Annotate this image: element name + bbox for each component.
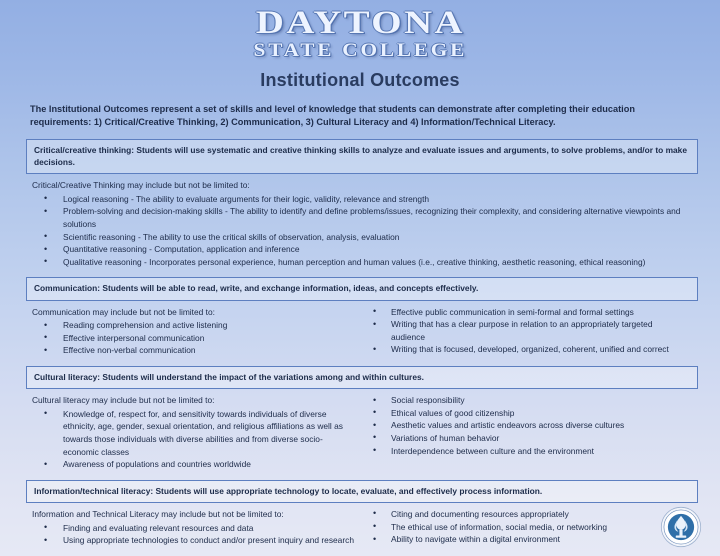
bullet-item: • Effective public communication in semi-formal and formal settings: [365, 306, 688, 319]
bullet-item: • Reading comprehension and active listening: [32, 319, 355, 332]
bullet-item: • Knowledge of, respect for, and sensitivity towards individuals of diverse ethnicity, age, gender, sexual orientation, and religious affiliations as well as towards those individuals with diverse abilities and from diverse socio-economic classes: [32, 408, 355, 458]
bullet-item: • Ethical values of good citizenship: [365, 407, 688, 420]
section-column-right-communication: [365, 306, 698, 357]
section-header-information-technical-literacy: Information/technical literacy: Students will use appropriate technology to locate, evaluate, and effectively process information.: [26, 480, 698, 503]
section-column-right-information-technical-literacy: [365, 508, 698, 547]
section-lead-cultural-literacy: Cultural literacy may include but not be limited to:: [32, 395, 215, 406]
bullet-item: • Scientific reasoning - The ability to use the critical skills of observation, analysis, evaluation: [32, 231, 684, 244]
section-body-communication: [26, 306, 698, 357]
section-header-cultural-literacy: Cultural literacy: Students will understand the impact of the variations among and within cultures.: [26, 366, 698, 389]
bullet-item: • Using appropriate technologies to conduct and/or present inquiry and research: [32, 534, 355, 547]
section-column-left-critical-creative-thinking: [32, 179, 698, 268]
masthead: [0, 0, 720, 91]
bullet-item: • Aesthetic values and artistic endeavors across diverse cultures: [365, 419, 688, 432]
section-body-cultural-literacy: [26, 394, 698, 471]
torch-seal-icon: [660, 506, 702, 548]
bullet-item: • Effective non-verbal communication: [32, 344, 355, 357]
section-body-information-technical-literacy: [26, 508, 698, 547]
section-column-left-information-technical-literacy: [32, 508, 365, 547]
bullet-list-left-cultural-literacy: [32, 408, 355, 471]
section-body-critical-creative-thinking: [26, 179, 698, 268]
bullet-item: • Logical reasoning - The ability to evaluate arguments for their logic, validity, relevance and strength: [32, 193, 684, 206]
logo-line-daytona: DAYTONA: [255, 5, 465, 41]
bullet-list-left-communication: [32, 319, 355, 357]
outcome-sections: [0, 139, 720, 547]
bullet-item: • Effective interpersonal communication: [32, 332, 355, 345]
bullet-item: • Citing and documenting resources appropriately: [365, 508, 688, 521]
section-column-left-communication: [32, 306, 365, 357]
bullet-list-right-communication: [365, 306, 688, 356]
logo-line-state-college: STATE COLLEGE: [253, 40, 467, 61]
intro-paragraph: The Institutional Outcomes represent a set of skills and level of knowledge that students can demonstrate after completing their education requirements: 1) Critical/Creative Thinking, 2) Communication, 3) Cultural Literacy and 4) Information/Technical Literacy.: [30, 104, 635, 128]
bullet-item: • Ability to navigate within a digital environment: [365, 533, 688, 546]
section-lead-communication: Communication may include but not be limited to:: [32, 306, 215, 317]
bullet-item: • Problem-solving and decision-making skills - The ability to identify and define problems/issues, recognizing their complexity, and considering alternative viewpoints and solutions: [32, 205, 684, 230]
section-column-left-cultural-literacy: [32, 394, 365, 471]
bullet-item: • Writing that is focused, developed, organized, coherent, unified and correct: [365, 343, 688, 356]
bullet-list-right-cultural-literacy: [365, 394, 688, 457]
bullet-item: • Awareness of populations and countries worldwide: [32, 458, 355, 471]
bullet-item: • Variations of human behavior: [365, 432, 688, 445]
bullet-list-right-information-technical-literacy: [365, 508, 688, 546]
section-header-critical-creative-thinking: Critical/creative thinking: Students will use systematic and creative thinking skills to analyze and evaluate issues and arguments, to solve problems, and/or to make decisions.: [26, 139, 698, 174]
bullet-item: • Social responsibility: [365, 394, 688, 407]
bullet-item: • Writing that has a clear purpose in relation to an appropriately targeted audience: [365, 318, 688, 343]
bullet-item: • Qualitative reasoning - Incorporates personal experience, human perception and human values (i.e., creative thinking, aesthetic reasoning, ethical reasoning): [32, 256, 684, 269]
daytona-state-college-logo: [253, 5, 467, 61]
section-information-technical-literacy: [26, 480, 698, 547]
bullet-item: • Quantitative reasoning - Computation, application and inference: [32, 243, 684, 256]
bullet-item: • Finding and evaluating relevant resources and data: [32, 522, 355, 535]
bullet-list-left-information-technical-literacy: [32, 522, 355, 547]
bullet-list-left-critical-creative-thinking: [32, 193, 684, 269]
bullet-item: • The ethical use of information, social media, or networking: [365, 521, 688, 534]
section-critical-creative-thinking: [26, 139, 698, 269]
section-communication: [26, 277, 698, 357]
section-cultural-literacy: [26, 366, 698, 471]
section-lead-critical-creative-thinking: Critical/Creative Thinking may include but not be limited to:: [32, 180, 250, 191]
section-header-communication: Communication: Students will be able to read, write, and exchange information, ideas, and concepts effectively.: [26, 277, 698, 300]
bullet-item: • Interdependence between culture and the environment: [365, 445, 688, 458]
section-lead-information-technical-literacy: Information and Technical Literacy may include but not be limited to:: [32, 508, 284, 519]
page-title: Institutional Outcomes: [260, 70, 460, 90]
section-column-right-cultural-literacy: [365, 394, 698, 471]
